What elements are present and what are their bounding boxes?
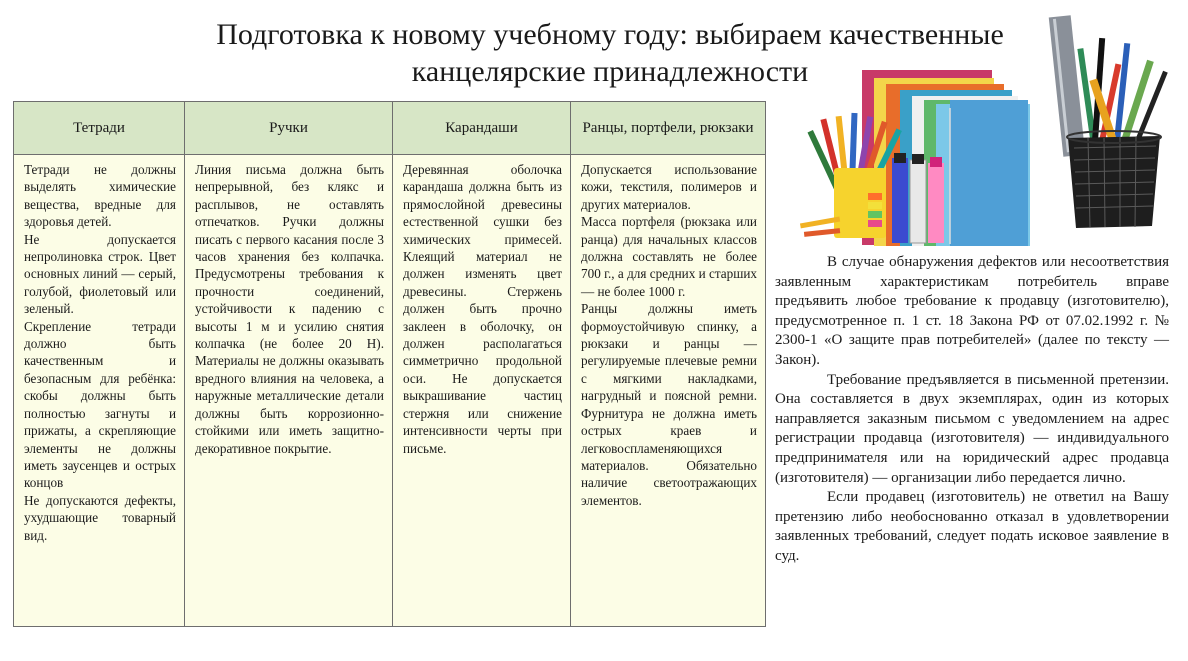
column-header-pens: Ручки xyxy=(185,102,393,155)
title-line-2: канцелярские принадлежности xyxy=(411,55,809,88)
cell-paragraph: Не допускаются дефекты, ухудшающие товарный вид. xyxy=(24,492,176,543)
consumer-rights-text xyxy=(775,253,1169,567)
cell-paragraph: Масса портфеля (рюкзака или ранца) для начальных классов должна составлять не более 700 г., а для средних и старших — не более 1000 г. xyxy=(581,214,757,299)
cell-paragraph: Ранцы должны иметь формоустойчивую спинку, а рюкзаки и ранцы — регулируемые плечевые ремни с мягкими накладками, нагрудный и поясной ремни. Фурнитура не должна иметь острых краев и легковоспламеняющихся материалов. Обязательно наличие светоотражающих элементов. xyxy=(581,301,757,508)
cell-paragraph: Допускается использование кожи, текстиля, полимеров и других материалов. xyxy=(581,162,757,212)
text-paragraph: В случае обнаружения дефектов или несоответствия заявленным характеристикам потребитель вправе предъявить любое требование к продавцу (изготовителю), предусмотренное п. 1 ст. 18 Закона РФ от 07.02.1992 г. № 2300-1 «О защите прав потребителей» (далее по тексту — Закон). xyxy=(775,254,1169,368)
title-line-1: Подготовка к новому учебному году: выбираем качественные xyxy=(216,18,1004,51)
column-header-pencils: Карандаши xyxy=(393,102,571,155)
cell-notebooks xyxy=(14,155,185,627)
column-header-bags: Ранцы, портфели, рюкзаки xyxy=(571,102,766,155)
cell-paragraph: Тетради не должны выделять химические вещества, вредные для здоровья детей. xyxy=(24,162,176,230)
column-header-notebooks: Тетради xyxy=(14,102,185,155)
school-supplies-illustration xyxy=(800,8,1180,250)
cell-paragraph: Скрепление тетради должно быть качественным и безопасным для ребёнка: скобы должны быть полностью загнуты и прижаты, а скрепляющие элементы не должны иметь заусенцев и острых концов xyxy=(24,318,176,491)
cell-bags xyxy=(571,155,766,627)
requirements-table xyxy=(13,101,766,627)
table-header-row xyxy=(14,102,766,155)
cell-paragraph: Деревянная оболочка карандаша должна быть из прямослойной древесины естественной сушки без химических примесей. Клеящий материал не должен изменять цвет древесины. Стержень должен быть прочно заклеен в оболочку, он должен располагаться симметрично продольной оси. Не допускается выкрашивание частиц стержня или снижение интенсивности черты при письме. xyxy=(403,162,562,456)
text-paragraph: Требование предъявляется в письменной претензии. Она составляется в двух экземплярах, один из которых направляется заказным письмом с уведомлением на адрес регистрации продавца (изготовителя) — индивидуального предпринимателя или на юридический адрес продавца (изготовителя) — организации либо передается лично. xyxy=(775,371,1169,486)
cell-pencils xyxy=(393,155,571,627)
table-row xyxy=(14,155,766,627)
text-paragraph: Если продавец (изготовитель) не ответил на Вашу претензию либо необоснованно отказал в удовлетворении заявленных требований, следует подать исковое заявление в суд. xyxy=(775,489,1169,564)
cell-paragraph: Не допускается непролиновка строк. Цвет основных линий — серый, голубой, фиолетовый или зеленый. xyxy=(24,231,176,317)
cell-pens xyxy=(185,155,393,627)
cell-paragraph: Линия письма должна быть непрерывной, без клякс и расплывов, не оставлять отпечатков. Ручки должны писать с первого касания после 3 часов хранения без колпачка. Предусмотрены требования к прочности соединений, устойчивости к падению с высоты 1 м и усилию снятия колпачка (не более 20 Н). Материалы не должны оказывать вредного влияния на человека, а наружные металлические детали должны быть коррозионно-стойкими или иметь защитно-декоративное покрытие. xyxy=(195,162,384,456)
